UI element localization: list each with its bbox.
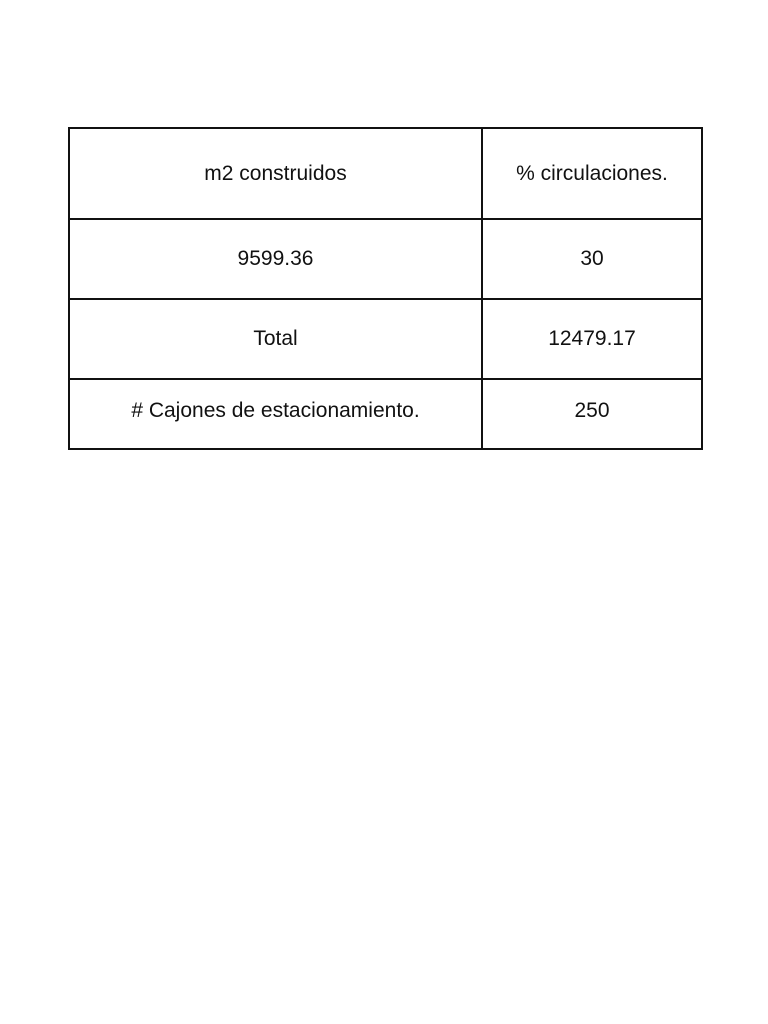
cell-circulaciones-label: % circulaciones. (482, 128, 702, 219)
cell-cajones-label: # Cajones de estacionamiento. (69, 379, 482, 449)
table-row (69, 128, 702, 219)
cell-m2-construidos-value: 9599.36 (69, 219, 482, 299)
cell-cajones-value: 250 (482, 379, 702, 449)
cell-circulaciones-value: 30 (482, 219, 702, 299)
table-row (69, 299, 702, 379)
table-row (69, 219, 702, 299)
data-table (68, 127, 703, 450)
cell-m2-construidos-label: m2 construidos (69, 128, 482, 219)
cell-total-value: 12479.17 (482, 299, 702, 379)
cell-total-label: Total (69, 299, 482, 379)
table-row (69, 379, 702, 449)
